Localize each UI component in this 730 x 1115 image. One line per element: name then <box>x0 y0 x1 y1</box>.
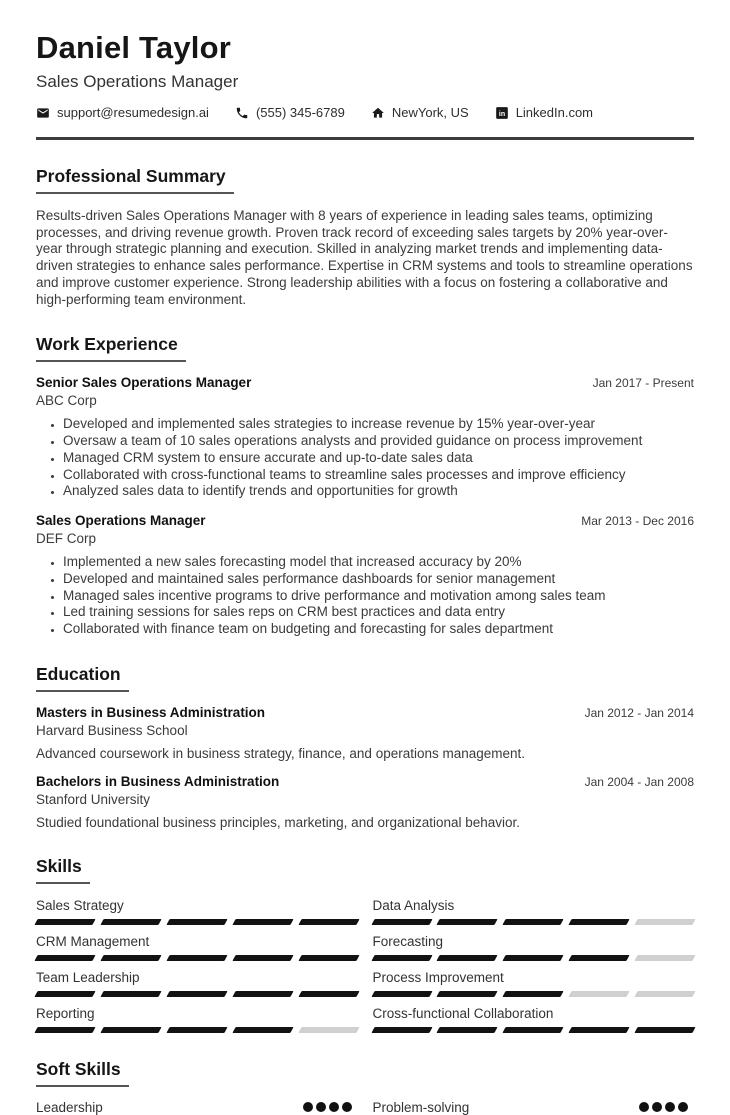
person-name: Daniel Taylor <box>36 30 231 65</box>
skill-bar-segment <box>298 955 359 961</box>
skill-name: Data Analysis <box>372 897 455 913</box>
skill-bar-segment <box>166 955 227 961</box>
skill-item <box>36 898 358 925</box>
job-bullet: • Managed CRM system to ensure accurate and up-to-date sales data <box>63 450 694 467</box>
skill-name: Forecasting <box>372 933 444 949</box>
skill-item <box>373 934 695 961</box>
skill-level-bar <box>373 991 695 997</box>
skill-bar-segment <box>503 955 564 961</box>
degree-dates: Jan 2012 - Jan 2014 <box>584 705 694 720</box>
job-bullet: • Oversaw a team of 10 sales operations analysts and provided guidance on process improvement <box>63 433 694 450</box>
degree-entry <box>36 774 694 830</box>
job-entry-head <box>36 513 694 528</box>
skills-grid <box>36 898 694 1033</box>
soft-skill-dot <box>342 1102 352 1112</box>
soft-skill-dot <box>329 1102 339 1112</box>
skill-bar-segment <box>34 991 95 997</box>
soft-skill-dot <box>678 1102 688 1112</box>
job-entry-head <box>36 375 694 390</box>
soft-skill-item <box>373 1100 695 1115</box>
skill-level-bar <box>373 955 695 961</box>
skill-name: Process Improvement <box>372 969 504 985</box>
job-bullet: • Developed and implemented sales strategies to increase revenue by 15% year-over-year <box>63 416 694 433</box>
skill-bar-segment <box>232 955 293 961</box>
skill-bar-segment <box>503 991 564 997</box>
skill-bar-segment <box>371 919 432 925</box>
job-list <box>36 375 694 637</box>
skill-level-bar <box>373 919 695 925</box>
skill-name: Reporting <box>36 1005 95 1021</box>
soft-skill-name: Leadership <box>36 1099 103 1115</box>
skill-item <box>36 1006 358 1033</box>
degree-school: Stanford University <box>36 791 151 807</box>
degree-title: Masters in Business Administration <box>36 704 266 720</box>
location-icon <box>371 106 385 120</box>
skill-bar-segment <box>569 955 630 961</box>
skill-name: Sales Strategy <box>36 897 124 913</box>
skill-bar-segment <box>166 991 227 997</box>
job-dates: Mar 2013 - Dec 2016 <box>581 514 694 529</box>
job-bullet: • Collaborated with cross-functional teams to streamline sales processes and improve efficiency <box>63 467 694 484</box>
job-bullet: • Analyzed sales data to identify trends and opportunities for growth <box>63 483 694 500</box>
soft-skill-name: Problem-solving <box>372 1099 470 1115</box>
skill-bar-segment <box>371 1027 432 1033</box>
person-job-title: Sales Operations Manager <box>36 72 239 91</box>
degree-title: Bachelors in Business Administration <box>36 773 280 789</box>
contact-location-text: NewYork, US <box>391 105 469 120</box>
job-entry <box>36 513 694 638</box>
skill-bar-segment <box>437 955 498 961</box>
skill-name: CRM Management <box>36 933 150 949</box>
section-professional-summary <box>36 166 694 308</box>
skill-bar-segment <box>34 919 95 925</box>
job-title: Senior Sales Operations Manager <box>36 375 252 391</box>
skill-bar-segment <box>166 919 227 925</box>
section-education <box>36 664 694 830</box>
skill-level-bar <box>36 955 358 961</box>
job-entry <box>36 375 694 500</box>
section-work-experience <box>36 334 694 637</box>
skill-bar-segment <box>34 955 95 961</box>
contact-email-text: support@resumedesign.ai <box>57 105 209 120</box>
degree-entry-head <box>36 774 694 789</box>
soft-skills-grid <box>36 1100 694 1115</box>
email-icon <box>36 106 50 120</box>
svg-text:in: in <box>498 110 505 118</box>
skill-bar-segment <box>437 991 498 997</box>
resume-header <box>36 30 694 120</box>
skill-bar-segment <box>635 919 696 925</box>
skill-bar-segment <box>437 1027 498 1033</box>
skill-name: Cross-functional Collaboration <box>372 1005 554 1021</box>
section-heading-soft-skills: Soft Skills <box>36 1059 129 1087</box>
section-heading-education: Education <box>36 664 129 692</box>
header-divider <box>36 137 694 140</box>
soft-skill-dot <box>639 1102 649 1112</box>
skill-item <box>373 970 695 997</box>
resume-page <box>0 30 730 1115</box>
section-soft-skills <box>36 1059 694 1115</box>
soft-skill-dot <box>652 1102 662 1112</box>
contact-phone <box>235 105 345 120</box>
skill-bar-segment <box>166 1027 227 1033</box>
section-heading-professional-summary: Professional Summary <box>36 166 234 194</box>
job-bullet: • Developed and maintained sales performance dashboards for senior management <box>63 571 694 588</box>
skill-bar-segment <box>635 991 696 997</box>
skill-item <box>373 898 695 925</box>
skill-name: Team Leadership <box>36 969 140 985</box>
soft-skill-dot <box>665 1102 675 1112</box>
job-dates: Jan 2017 - Present <box>592 376 694 391</box>
soft-skill-dot <box>316 1102 326 1112</box>
contact-location <box>371 105 469 120</box>
skill-bar-segment <box>34 1027 95 1033</box>
skill-item <box>36 934 358 961</box>
phone-icon <box>235 106 249 120</box>
skill-level-bar <box>36 1027 358 1033</box>
degree-description: Studied foundational business principles, marketing, and organizational behavior. <box>36 814 521 830</box>
job-bullet-list <box>36 416 694 500</box>
skill-bar-segment <box>569 1027 630 1033</box>
degree-entry <box>36 705 694 761</box>
soft-skill-dots <box>639 1102 688 1112</box>
skill-bar-segment <box>635 955 696 961</box>
soft-skill-item <box>36 1100 358 1115</box>
skill-bar-segment <box>100 955 161 961</box>
degree-school: Harvard Business School <box>36 722 188 738</box>
job-bullet: • Managed sales incentive programs to drive performance and motivation among sales team <box>63 588 694 605</box>
skill-bar-segment <box>100 919 161 925</box>
skill-bar-segment <box>100 1027 161 1033</box>
job-bullet-list <box>36 554 694 638</box>
skill-item <box>36 970 358 997</box>
job-company: ABC Corp <box>36 393 97 409</box>
skill-bar-segment <box>298 991 359 997</box>
skill-bar-segment <box>371 991 432 997</box>
section-heading-work-experience: Work Experience <box>36 334 186 362</box>
skill-bar-segment <box>298 1027 359 1033</box>
contact-linkedin <box>495 105 593 120</box>
summary-text: Results-driven Sales Operations Manager with 8 years of experience in leading sales teams, optimizing processes, and driving revenue growth. Proven track record of exceeding sales targets by 20% year-over-year through strategic planning and execution. Skilled in analyzing market trends and implementing data-driven strategies to enhance sales performance. Expertise in CRM systems and tools to streamline operations and improve customer experience. Strong leadership abilities with a focus on fostering a collaborative and high-performing team environment. <box>36 208 693 307</box>
skill-level-bar <box>36 991 358 997</box>
skill-bar-segment <box>298 919 359 925</box>
soft-skill-dots <box>303 1102 352 1112</box>
section-heading-skills: Skills <box>36 856 90 884</box>
job-title: Sales Operations Manager <box>36 513 206 529</box>
skill-bar-segment <box>569 919 630 925</box>
contact-phone-text: (555) 345-6789 <box>255 105 345 120</box>
degree-dates: Jan 2004 - Jan 2008 <box>584 774 694 789</box>
skill-bar-segment <box>503 919 564 925</box>
degree-entry-head <box>36 705 694 720</box>
job-bullet: • Collaborated with finance team on budgeting and forecasting for sales department <box>63 621 694 638</box>
skill-item <box>373 1006 695 1033</box>
contact-linkedin-text: LinkedIn.com <box>515 105 594 120</box>
linkedin-icon <box>495 106 509 120</box>
skill-bar-segment <box>437 919 498 925</box>
contact-row <box>36 105 694 120</box>
degree-description: Advanced coursework in business strategy, finance, and operations management. <box>36 745 526 761</box>
job-bullet: • Implemented a new sales forecasting model that increased accuracy by 20% <box>63 554 694 571</box>
skill-level-bar <box>36 919 358 925</box>
degree-list <box>36 705 694 830</box>
skill-bar-segment <box>569 991 630 997</box>
skill-bar-segment <box>503 1027 564 1033</box>
skill-level-bar <box>373 1027 695 1033</box>
skill-bar-segment <box>371 955 432 961</box>
skill-bar-segment <box>635 1027 696 1033</box>
job-bullet: • Led training sessions for sales reps on CRM best practices and data entry <box>63 604 694 621</box>
skill-bar-segment <box>232 1027 293 1033</box>
skill-bar-segment <box>100 991 161 997</box>
job-company: DEF Corp <box>36 531 97 547</box>
contact-email <box>36 105 209 120</box>
soft-skill-dot <box>303 1102 313 1112</box>
section-skills <box>36 856 694 1033</box>
skill-bar-segment <box>232 919 293 925</box>
skill-bar-segment <box>232 991 293 997</box>
